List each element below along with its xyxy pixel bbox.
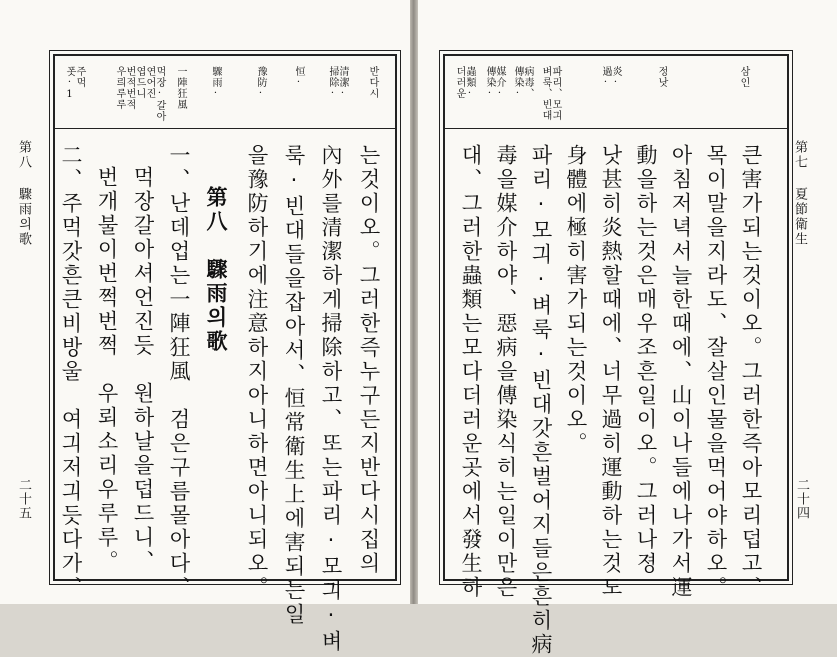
gloss-5: 一陣狂風 [175, 66, 186, 110]
gloss-3: 豫防· [255, 66, 266, 100]
main-line-r5: 身體에極히害가되는것이오。 [564, 144, 588, 456]
main-line-r6: 파리·모긔·벼룩·빈대갓흔벌어지들은흔히病 [529, 144, 553, 657]
verse-line-0: 一、난데업는一陣狂風 검은구름몰아다、 [167, 144, 191, 600]
gloss-r5: 媒介· 傳染· [484, 66, 505, 100]
gloss-0: 반다시 [367, 66, 378, 99]
left-page-number: 二十五 [16, 478, 31, 520]
gloss-1: 清潔· 掃除· [327, 66, 348, 100]
main-line-r3: 動을하는것은매우조흔일이오。그러나졍 [634, 144, 658, 576]
main-line-2: 룩·빈대들을잡아서、恒常衛生上에害되는일 [282, 144, 306, 627]
right-page [418, 0, 837, 657]
book-gutter [410, 0, 418, 604]
gloss-r3: 파리、모긔 벼룩、빈대 [540, 66, 561, 121]
left-gloss-rule [53, 128, 397, 129]
main-line-3: 을豫防하기에注意하지아니하면아니되오。 [245, 144, 269, 600]
verse-line-1: 먹장갈아셔언진듯 원하날을덥드니、 [131, 166, 155, 574]
left-page [0, 0, 410, 654]
gloss-6: 먹장·갈아 연어진 엽드니 번적번적 우릐루루 [114, 66, 165, 122]
right-running-head: 第七 夏節衛生 [792, 140, 807, 247]
gloss-r6: 蟲類· 더러운 [454, 66, 475, 100]
section-heading: 第八 驟雨의歌 [204, 186, 228, 354]
gloss-4: 驟雨· [210, 66, 221, 100]
verse-line-2: 번개불이번쩍번쩍 우뢰소리우루루。 [95, 166, 119, 574]
main-line-r1: 목이말을지라도、잘살인물을먹어야하오。 [704, 144, 728, 600]
main-line-r4: 낫甚히炎熱할때에、너무過히運動하는것도 [599, 144, 623, 600]
main-line-r7: 毒을媒介하야、惡病을傳染식히는일이만은 [494, 144, 518, 600]
gloss-r4: 病毒、 傳染· [512, 66, 533, 100]
gloss-7: 주먹 폿·1 [64, 66, 85, 101]
right-gloss-rule [443, 128, 789, 129]
gloss-r0: 삼인 [738, 66, 749, 88]
main-line-r8: 대、그러한蟲類는모다더러운곳에서發生하 [459, 144, 483, 600]
right-page-number: 二十四 [794, 478, 809, 520]
gloss-r2: 炎· 過· [600, 66, 621, 89]
main-line-0: 는것이오。그러한즉누구든지반다시집의 [357, 144, 381, 576]
main-line-r0: 큰害가되는것이오。그러한즉아모리덥고、 [739, 144, 763, 600]
main-line-r2: 아침저녁서늘한때에、山이나들에나가서運 [669, 144, 693, 600]
gloss-2: 恒· [293, 66, 304, 89]
left-running-head: 第八 驟雨의歌 [16, 140, 31, 247]
gloss-r1: 정낫 [656, 66, 667, 88]
verse-line-3: 二、주먹갓흔큰비방울 여긔저긔듯다가、 [59, 144, 83, 600]
main-line-1: 內外를清潔하게掃除하고、또는파리·모긔·벼 [319, 144, 343, 654]
